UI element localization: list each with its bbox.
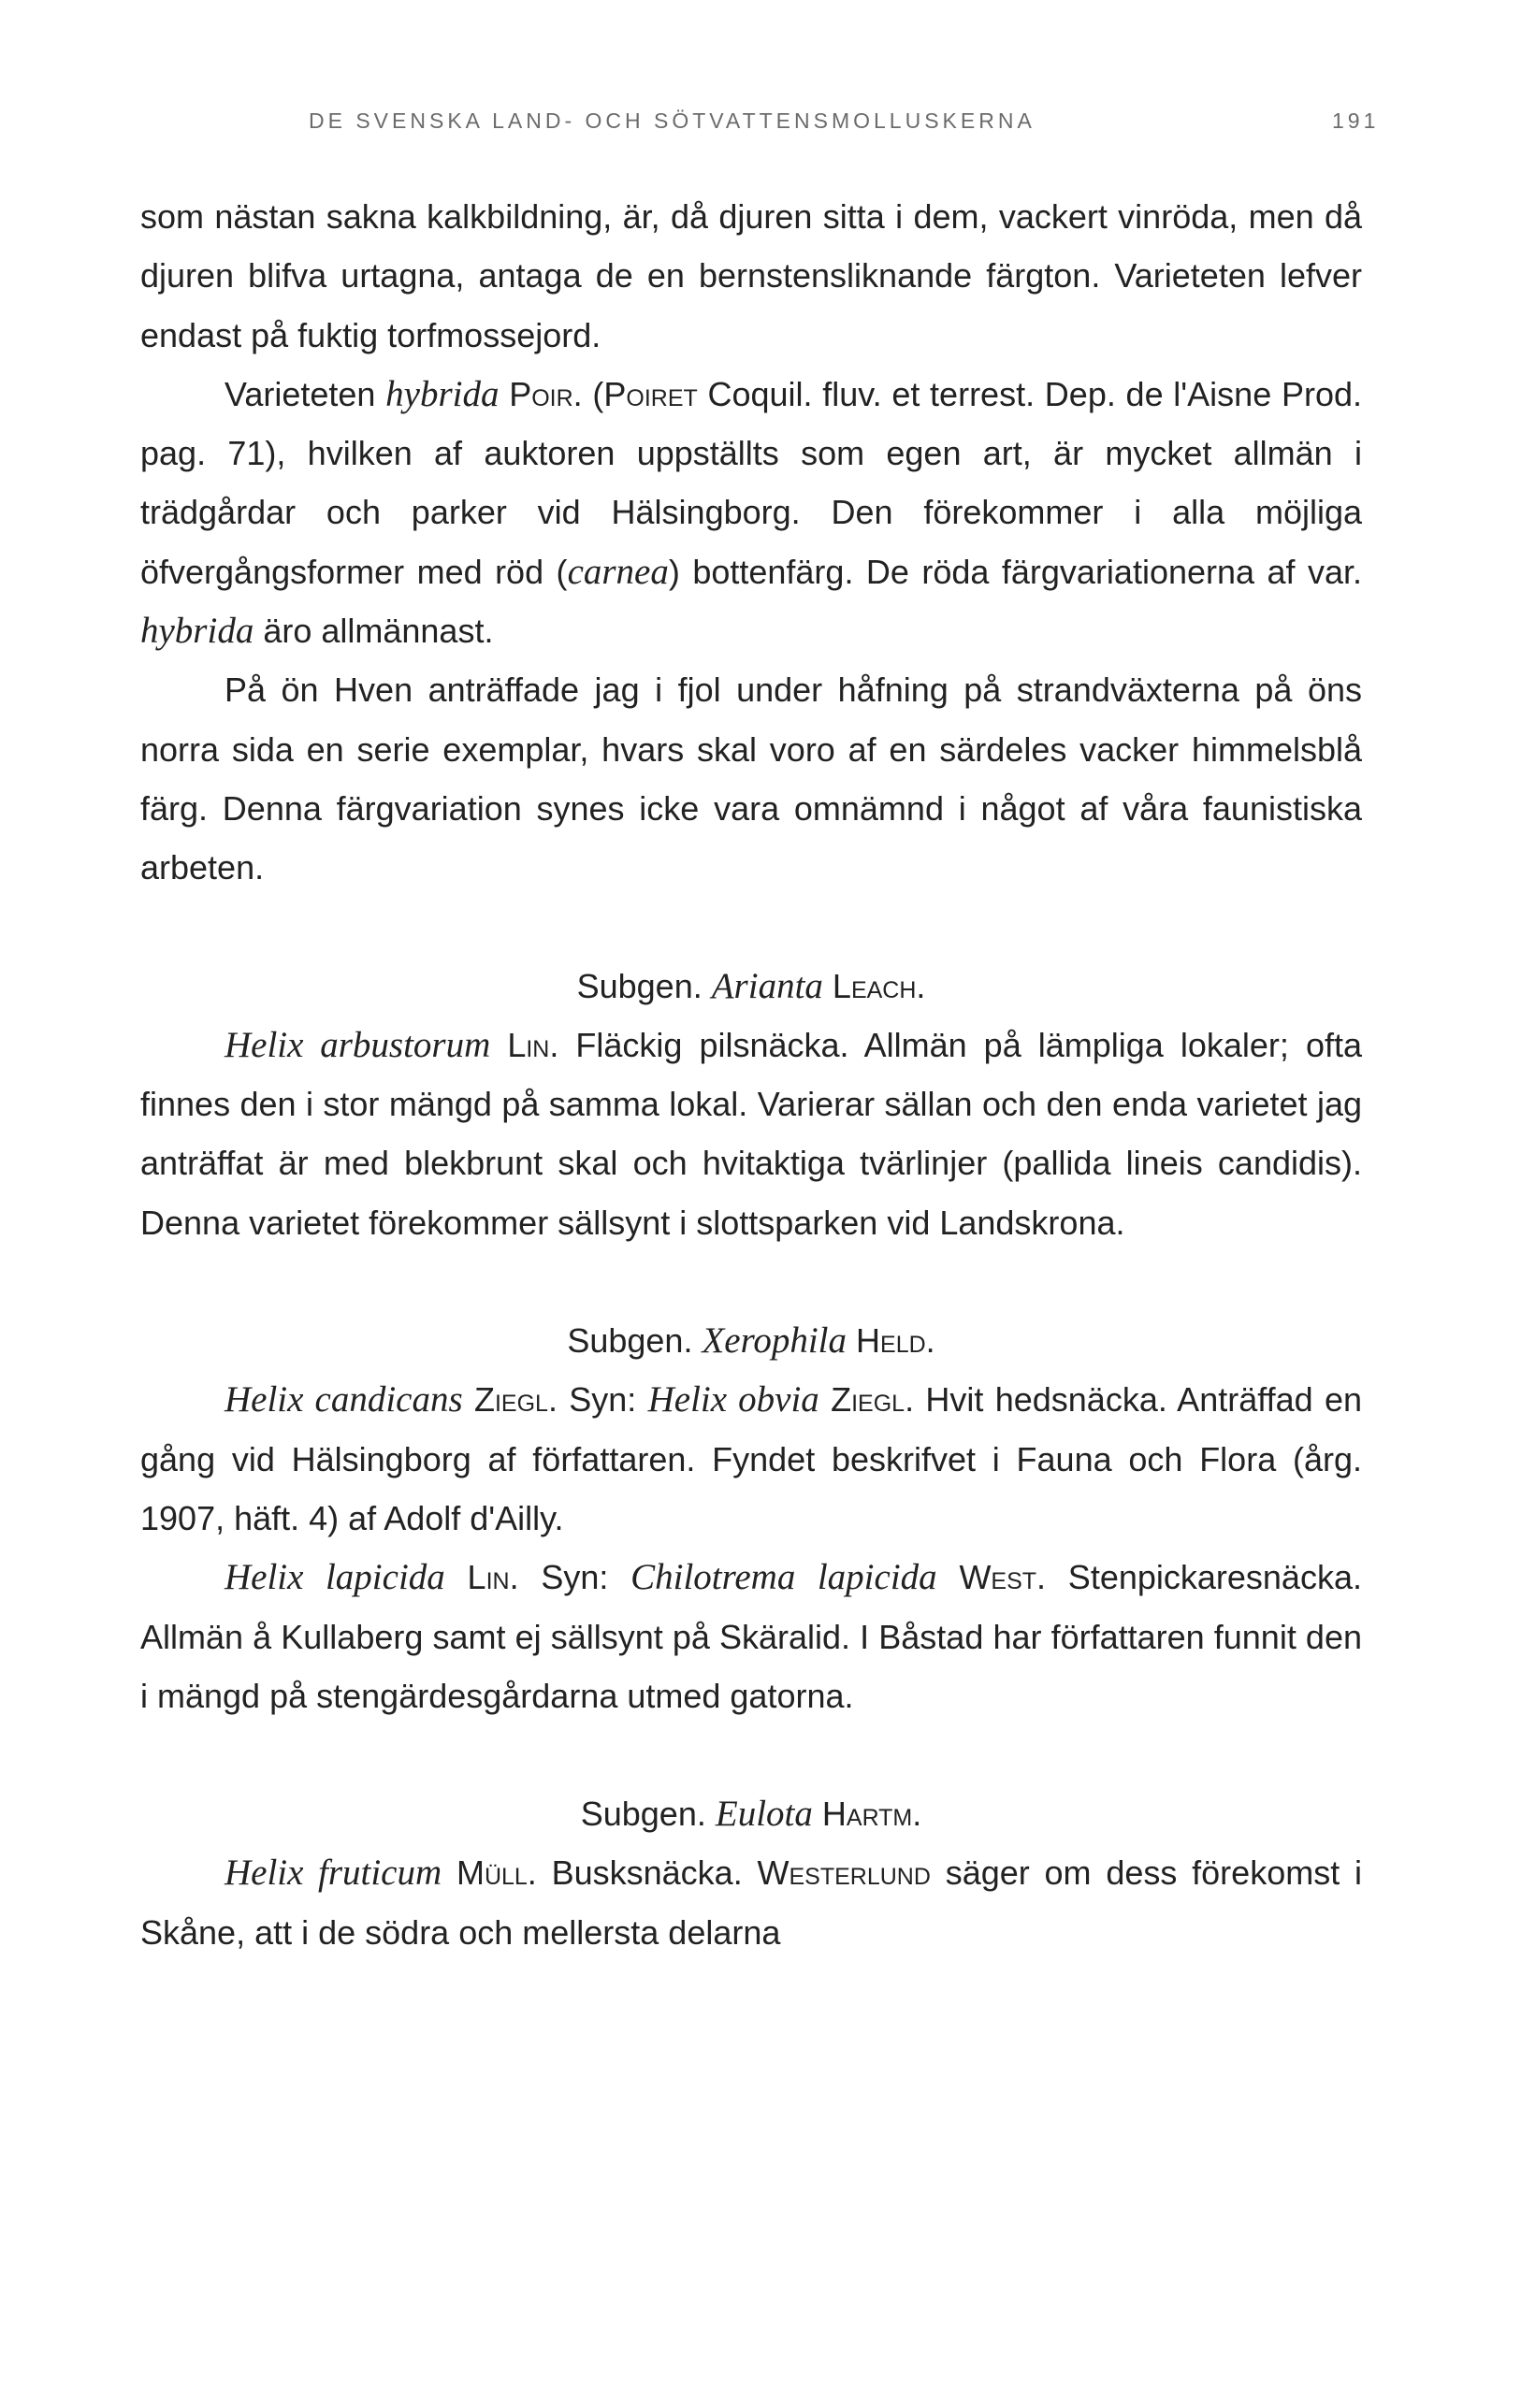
- synonym-author: West.: [959, 1558, 1047, 1597]
- paragraph-text: som nästan sakna kalkbildning, är, då djuren sitta i dem, vackert vinröda, men då djuren blifva urtagna, antaga de en bernstensliknande färgton. Varieteten lefver endast på fuktig torfmossejord.: [140, 197, 1362, 354]
- taxon-author: Poir.: [509, 374, 583, 413]
- paragraph-text: På ön Hven anträffade jag i fjol under håfning på strandväxterna på öns norra sida en serie exemplar, hvars skal voro af en särdeles vacker himmelsblå färg. Denna färgvariation synes icke vara omnämnd i något af våra faunistiska arbeten.: [140, 670, 1362, 887]
- page-number: 191: [1332, 108, 1380, 133]
- subgenus-heading-eulota: [140, 1784, 1362, 1843]
- species-name: Helix candicans: [225, 1379, 463, 1420]
- taxon-name: carnea: [567, 551, 669, 592]
- species-name: Helix arbustorum: [225, 1024, 491, 1065]
- species-entry-candicans: [140, 1370, 1362, 1548]
- subgenus-prefix: Subgen.: [580, 1795, 706, 1834]
- synonym-label: Syn:: [557, 1380, 648, 1420]
- paragraph-hven: [140, 660, 1362, 897]
- subgenus-name: Eulota: [715, 1794, 813, 1835]
- subgenus-author: Hartm.: [821, 1795, 922, 1834]
- synonym-species: Chilotrema lapicida: [630, 1557, 937, 1598]
- text-run: Coquil. fluv. et terrest. Dep. de l'Aisne Prod. pag. 71), hvilken af auktoren uppställts som egen art, är mycket allmän i trädgårdar och parker vid Hälsingborg. Den förekommer i alla möjliga öfvergångsformer med röd (: [140, 374, 1362, 591]
- text-run: äro allmännast.: [254, 612, 494, 651]
- species-entry-arbustorum: [140, 1016, 1362, 1252]
- subgenus-name: Xerophila: [702, 1320, 847, 1362]
- subgenus-heading-arianta: [140, 957, 1362, 1016]
- subgenus-prefix: Subgen.: [567, 1321, 693, 1361]
- subgenus-name: Arianta: [711, 965, 823, 1006]
- entry-text: Fläckig pilsnäcka. Allmän på lämpliga lokaler; ofta finnes den i stor mängd på samma lokal. Varierar sällan och den enda varietet jag anträffat är med blekbrunt skal och hvitaktiga tvärlinjer (pallida lineis candidis). Denna varietet förekommer sällsynt i slottsparken vid Landskrona.: [140, 1025, 1362, 1242]
- subgenus-author: Held.: [856, 1321, 935, 1361]
- body-text: [140, 187, 1362, 1962]
- cited-author: Westerlund: [757, 1853, 931, 1893]
- species-entry-fruticum: [140, 1843, 1362, 1962]
- entry-text: Stenpickaresnäcka. Allmän å Kullaberg samt ej sällsynt på Skäralid. I Båstad har författaren funnit den i mängd på stengärdesgårdarna utmed gatorna.: [140, 1558, 1362, 1715]
- paragraph-hybrida: [140, 365, 1362, 660]
- species-entry-lapicida: [140, 1548, 1362, 1725]
- synonym-species: Helix obvia: [647, 1379, 819, 1420]
- species-author: Müll.: [456, 1853, 537, 1893]
- synonym-author: Ziegl.: [831, 1380, 915, 1420]
- running-head: [0, 108, 1521, 146]
- text-run: (: [582, 374, 604, 413]
- subgenus-prefix: Subgen.: [576, 966, 703, 1005]
- subgenus-heading-xerophila: [140, 1311, 1362, 1370]
- species-author: Lin.: [467, 1558, 519, 1597]
- running-title: DE SVENSKA LAND- OCH SÖTVATTENSMOLLUSKERNA: [309, 108, 1036, 133]
- species-author: Ziegl.: [473, 1380, 558, 1420]
- taxon-name: hybrida: [140, 611, 254, 652]
- taxon-name: hybrida: [385, 373, 500, 414]
- species-name: Helix lapicida: [225, 1557, 445, 1598]
- cited-author: Poiret: [603, 374, 698, 413]
- entry-text: Busksnäcka.: [536, 1853, 758, 1893]
- text-run: ) bottenfärg. De röda färgvariationerna af var.: [668, 552, 1363, 591]
- species-author: Lin.: [507, 1025, 559, 1064]
- species-name: Helix fruticum: [225, 1853, 442, 1894]
- synonym-label: Syn:: [518, 1558, 631, 1597]
- paragraph-continuation: [140, 187, 1362, 365]
- text-run: Varieteten: [225, 374, 386, 413]
- entry-text: säger om dess förekomst i Skåne, att i de södra och mellersta delarna: [140, 1853, 1362, 1952]
- entry-text: Hvit hedsnäcka. Anträffad en gång vid Hälsingborg af författaren. Fyndet beskrifvet i Fauna och Flora (årg. 1907, häft. 4) af Adolf d'Ailly.: [140, 1380, 1362, 1537]
- subgenus-author: Leach.: [832, 966, 926, 1005]
